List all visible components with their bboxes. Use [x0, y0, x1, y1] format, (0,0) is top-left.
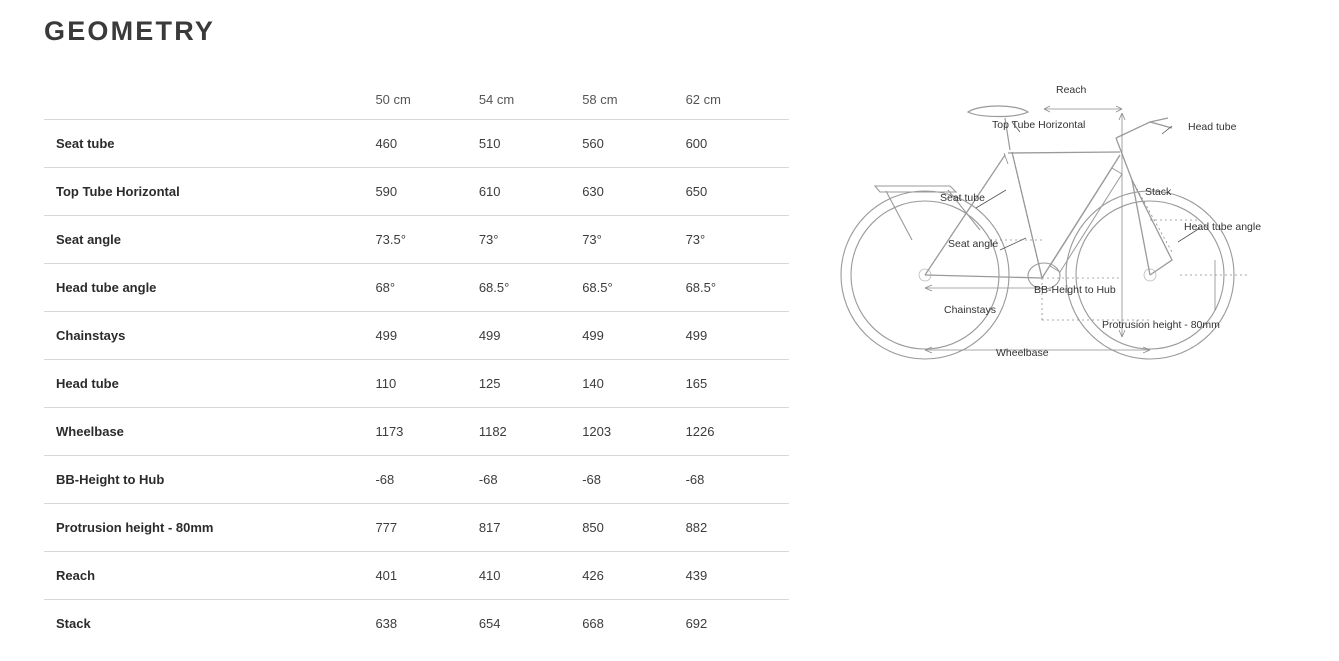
column-header-size-3: 58 cm	[582, 84, 685, 120]
table-row	[44, 312, 789, 360]
table-header	[44, 84, 789, 120]
row-label: Reach	[44, 552, 375, 600]
table-row	[44, 264, 789, 312]
cell-value: 1173	[375, 408, 478, 456]
cell-value: 499	[375, 312, 478, 360]
row-label: BB-Height to Hub	[44, 456, 375, 504]
wheel-hubs	[919, 269, 1156, 281]
label-chainstays: Chainstays	[944, 304, 996, 316]
cell-value: 68.5°	[582, 264, 685, 312]
geometry-table	[44, 84, 789, 647]
cell-value: 499	[582, 312, 685, 360]
cell-value: 590	[375, 168, 478, 216]
label-head-tube-angle: Head tube angle	[1184, 221, 1262, 233]
table-corner-cell	[44, 84, 375, 120]
label-top-tube-horizontal: Top Tube Horizontal	[992, 119, 1086, 131]
table-header-row	[44, 84, 789, 120]
cell-value: 600	[686, 120, 789, 168]
column-header-size-2: 54 cm	[479, 84, 582, 120]
cell-value: 638	[375, 616, 398, 631]
cell-value: 1182	[479, 408, 582, 456]
cell-value: 668	[582, 616, 604, 631]
row-label: Seat tube	[44, 120, 375, 168]
cell-value: 439	[686, 552, 789, 600]
cell-value: 650	[686, 168, 789, 216]
cell-value: 410	[479, 552, 582, 600]
label-seat-tube: Seat tube	[940, 192, 985, 204]
cell-value: 68°	[375, 264, 478, 312]
label-bb-height-to-hub: BB-Height to Hub	[1034, 284, 1116, 296]
cell-value: 777	[375, 504, 478, 552]
label-stack: Stack	[1145, 186, 1172, 198]
row-label: Seat angle	[44, 216, 375, 264]
table-row	[44, 120, 789, 168]
cell-value: 510	[479, 120, 582, 168]
table-row	[44, 408, 789, 456]
cell-value: 817	[479, 504, 582, 552]
cell-value: -68	[479, 456, 582, 504]
cell-value: 165	[686, 360, 789, 408]
label-seat-angle: Seat angle	[948, 238, 999, 250]
cell-value: 499	[479, 312, 582, 360]
row-label: Head tube angle	[44, 264, 375, 312]
table-row	[44, 360, 789, 408]
row-label: Chainstays	[44, 312, 375, 360]
cell-value: 630	[582, 168, 685, 216]
table-row	[44, 168, 789, 216]
cell-value: 140	[582, 360, 685, 408]
row-label: Protrusion height - 80mm	[44, 504, 375, 552]
cell-value: 426	[582, 552, 685, 600]
cell-value: 73°	[582, 216, 685, 264]
cell-value: 1203	[582, 408, 685, 456]
cell-value: 560	[582, 120, 685, 168]
row-label: Wheelbase	[44, 408, 375, 456]
label-reach: Reach	[1056, 84, 1087, 96]
cell-value: -68	[582, 456, 685, 504]
cell-value: 499	[686, 312, 789, 360]
table-row	[44, 456, 789, 504]
bike-geometry-diagram	[820, 60, 1320, 390]
cell-value: 1226	[686, 408, 789, 456]
table-row	[44, 216, 789, 264]
cell-value: 610	[479, 168, 582, 216]
label-protrusion-height: Protrusion height - 80mm	[1102, 319, 1220, 331]
row-label: Top Tube Horizontal	[44, 168, 375, 216]
diagram-labels	[940, 84, 1261, 359]
column-header-size-4: 62 cm	[686, 84, 789, 120]
page-title: GEOMETRY	[44, 16, 216, 46]
row-label: Stack	[56, 616, 91, 631]
table-row	[44, 552, 789, 600]
column-header-size-1: 50 cm	[375, 84, 478, 120]
label-wheelbase: Wheelbase	[996, 347, 1049, 359]
cell-value: 73°	[686, 216, 789, 264]
cell-value: -68	[375, 456, 478, 504]
cell-value: 654	[478, 616, 501, 631]
cell-value: 850	[582, 504, 685, 552]
cell-value: 73°	[479, 216, 582, 264]
cell-value: 68.5°	[686, 264, 789, 312]
cell-value: 125	[479, 360, 582, 408]
table-row	[44, 504, 789, 552]
cell-value: 68.5°	[479, 264, 582, 312]
cell-value: 73.5°	[375, 216, 478, 264]
cell-value: 460	[375, 120, 478, 168]
row-label: Head tube	[44, 360, 375, 408]
table-row	[44, 600, 789, 648]
label-head-tube: Head tube	[1188, 121, 1237, 133]
cell-value: 110	[375, 360, 478, 408]
cell-value: -68	[686, 456, 789, 504]
cell-value: 692	[685, 616, 708, 631]
cell-value: 882	[686, 504, 789, 552]
table-body	[44, 120, 789, 648]
cell-value: 401	[375, 552, 478, 600]
